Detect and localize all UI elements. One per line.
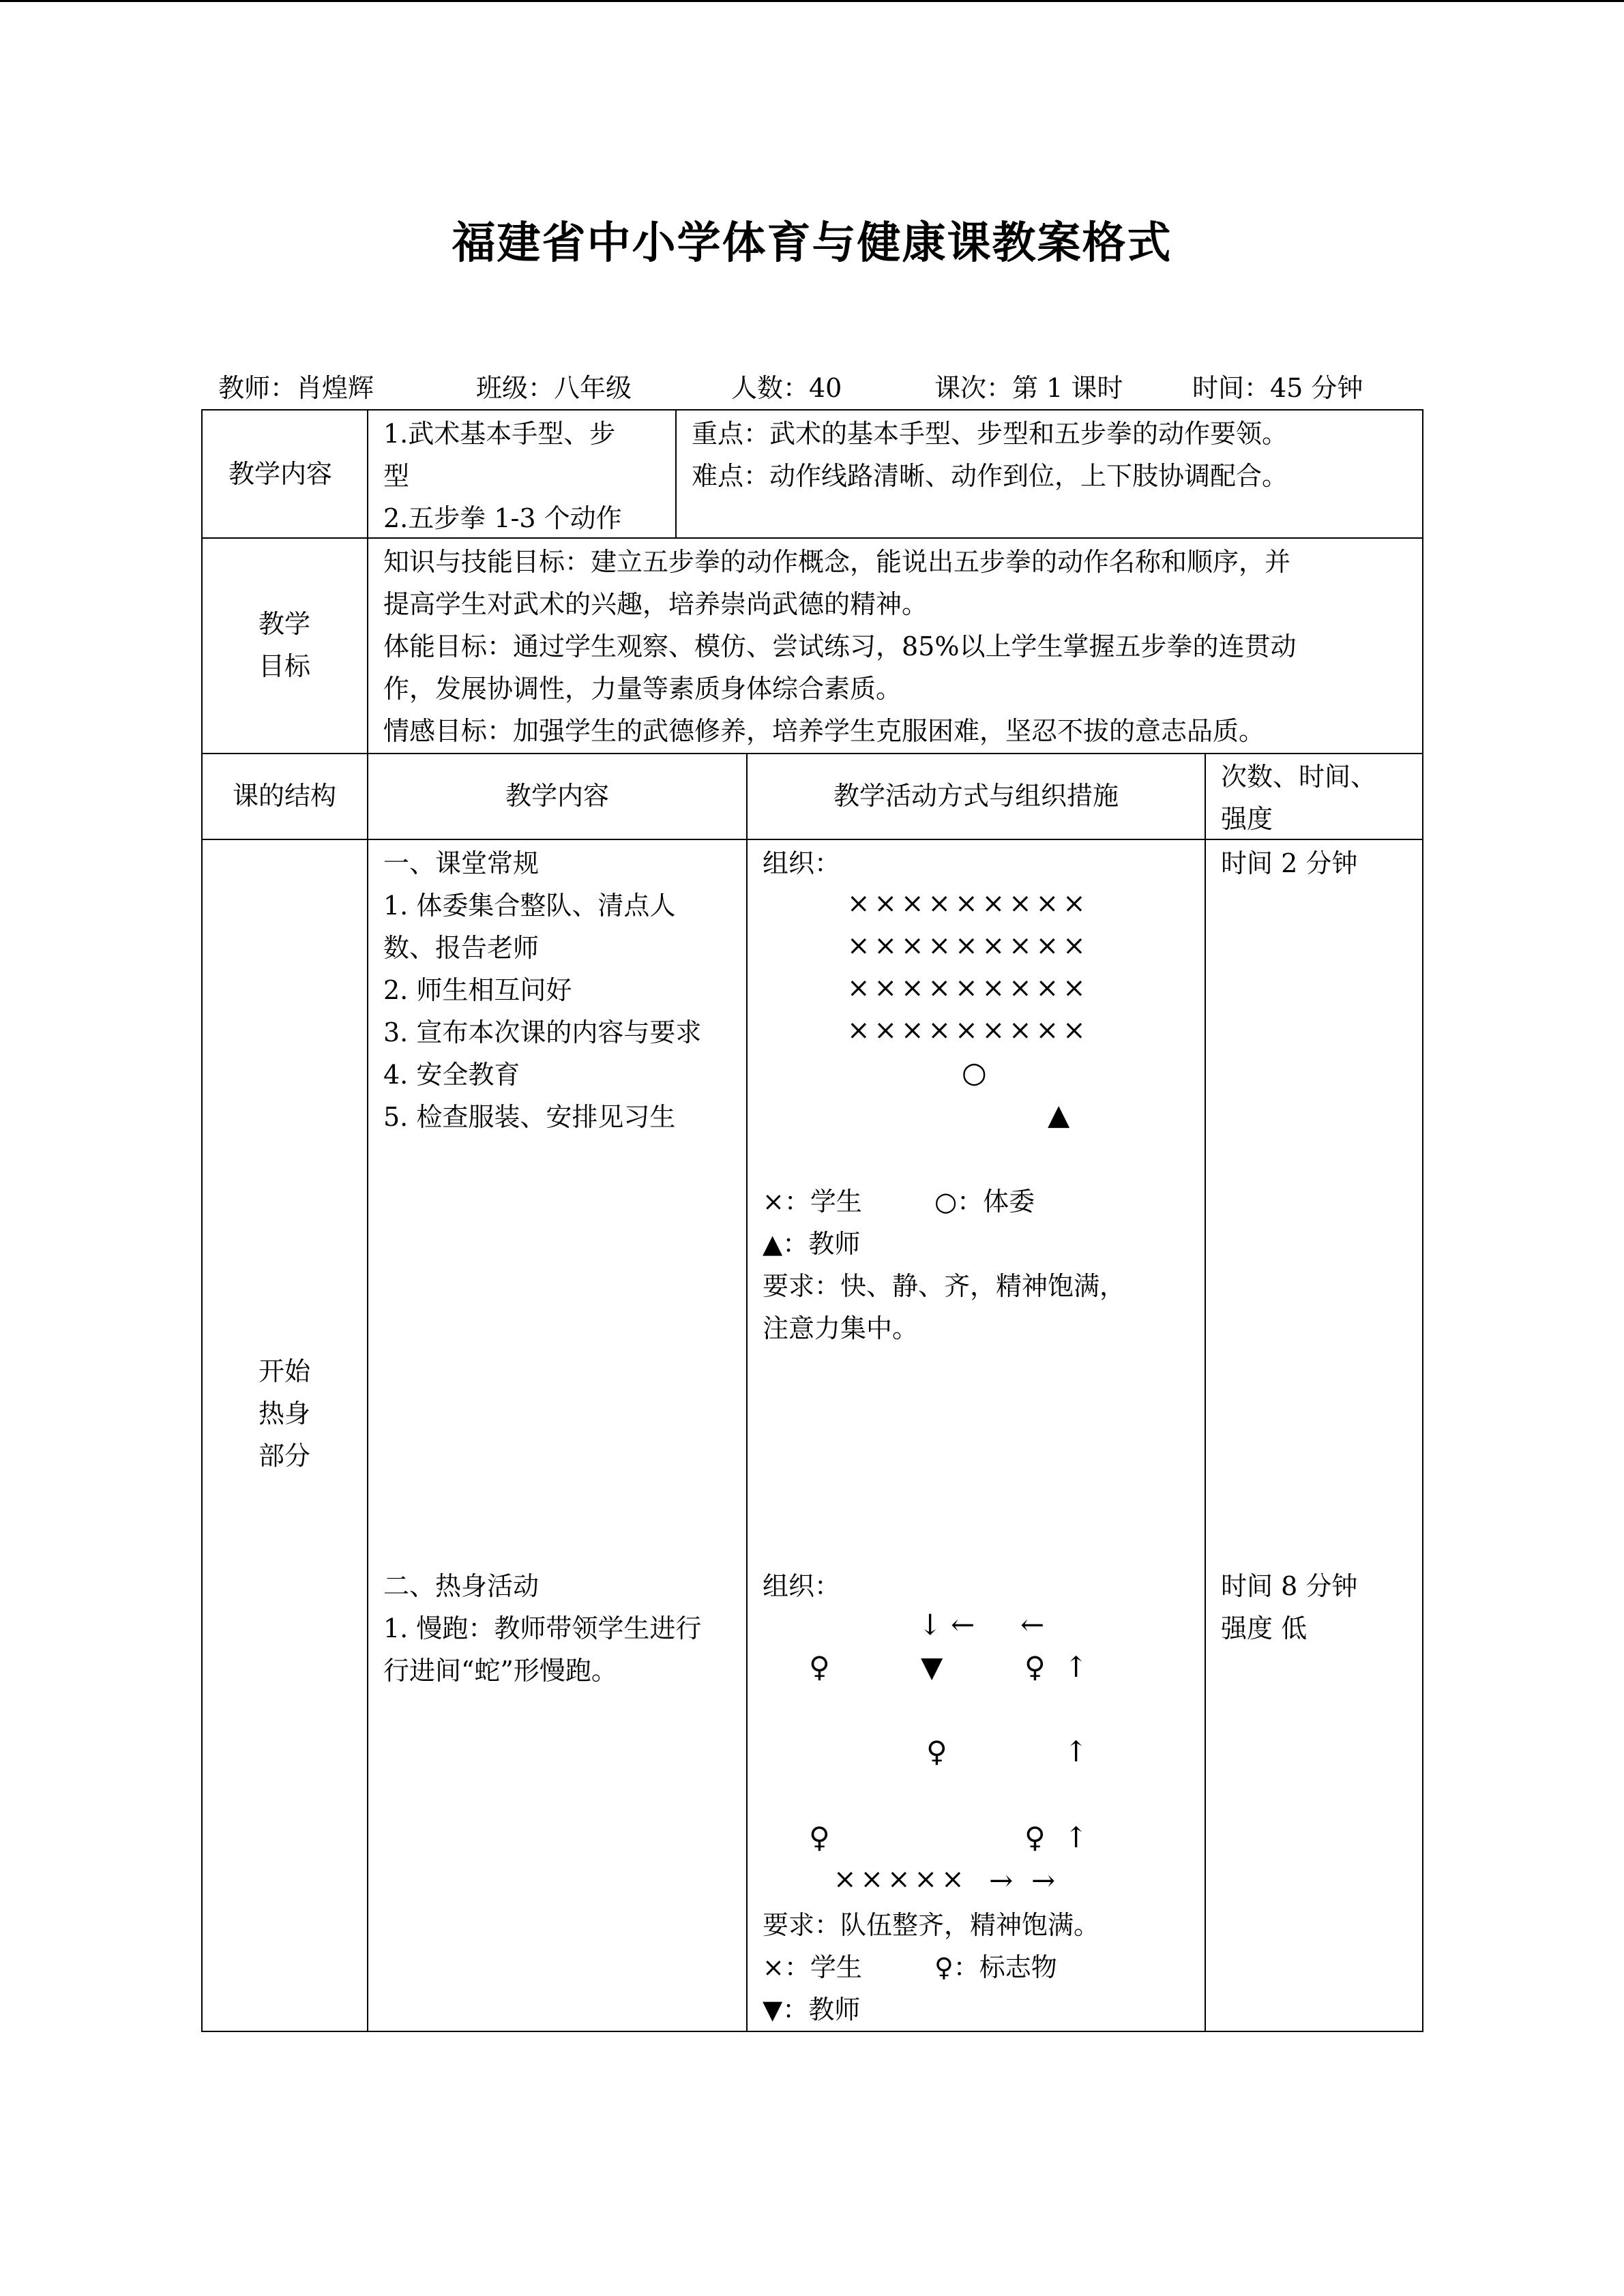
legend-student: ×：学生 xyxy=(763,1187,862,1217)
table-border-top xyxy=(201,409,1423,411)
committee-symbol: ○ xyxy=(962,1056,987,1089)
arrow-right-icon: → xyxy=(1031,1864,1056,1897)
row-label-goals: 教学 xyxy=(258,609,310,639)
marker-icon: ♀ xyxy=(809,1650,830,1684)
student-row: ××××××××× xyxy=(847,888,1090,919)
row-label-teaching-content: 教学内容 xyxy=(228,459,333,489)
legend-marker: ♀：标志物 xyxy=(934,1952,1057,1982)
header-structure: 课的结构 xyxy=(232,781,336,811)
arrow-right-icon: → xyxy=(989,1864,1014,1897)
content-line: 2.五步拳 1-3 个动作 xyxy=(383,503,622,533)
student-row: ××××××××× xyxy=(847,1015,1090,1046)
part2-intensity: 强度 低 xyxy=(1221,1613,1308,1643)
teacher-field: 教师：肖煌辉 xyxy=(218,373,374,403)
goal-line: 知识与技能目标：建立五步拳的动作概念，能说出五步拳的动作名称和顺序，并 xyxy=(383,547,1291,577)
table-border-bottom xyxy=(201,2031,1423,2032)
routine-line: 数、报告老师 xyxy=(383,933,540,963)
requirement-line: 注意力集中。 xyxy=(763,1313,919,1343)
routine-line: 3. 宣布本次课的内容与要求 xyxy=(383,1017,702,1047)
student-count-field: 人数：40 xyxy=(731,373,842,403)
org-label: 组织： xyxy=(763,848,841,878)
duration-field: 时间：45 分钟 xyxy=(1192,373,1363,403)
teacher-symbol: ▲ xyxy=(1048,1098,1070,1131)
routine-line: 5. 检查服装、安排见习生 xyxy=(383,1102,676,1132)
section-label: 部分 xyxy=(258,1441,310,1471)
warmup-line: 1. 慢跑：教师带领学生进行 xyxy=(383,1613,702,1643)
goal-line: 提高学生对武术的兴趣，培养崇尚武德的精神。 xyxy=(383,589,928,619)
student-row: ××××× xyxy=(833,1864,969,1895)
table-rule xyxy=(201,753,1423,754)
section-label: 热身 xyxy=(258,1399,310,1429)
table-rule xyxy=(746,753,748,2032)
content-line: 型 xyxy=(383,461,410,491)
arrow-up-icon: ↑ xyxy=(1064,1821,1089,1854)
goal-line: 体能目标：通过学生观察、模仿、尝试练习，85%以上学生掌握五步拳的连贯动 xyxy=(383,631,1297,661)
requirement-line: 要求：队伍整齐，精神饱满。 xyxy=(763,1910,1100,1940)
document-title: 福建省中小学体育与健康课教案格式 xyxy=(452,218,1172,269)
page-top-border xyxy=(0,0,1624,2)
goal-line: 作，发展协调性，力量等素质身体综合素质。 xyxy=(383,674,902,704)
student-row: ××××××××× xyxy=(847,972,1090,1004)
legend-teacher: ▼：教师 xyxy=(763,1995,861,2025)
header-content: 教学内容 xyxy=(505,781,609,811)
requirement-line: 要求：快、静、齐，精神饱满， xyxy=(763,1271,1126,1301)
header-intensity: 次数、时间、 xyxy=(1221,762,1377,792)
table-rule xyxy=(675,409,677,537)
row-label-goals: 目标 xyxy=(258,651,310,681)
content-line: 1.武术基本手型、步 xyxy=(383,419,616,449)
difficulty: 难点：动作线路清晰、动作到位，上下肢协调配合。 xyxy=(692,461,1288,491)
routine-line: 2. 师生相互问好 xyxy=(383,975,572,1005)
section-label: 开始 xyxy=(258,1356,310,1386)
key-point: 重点：武术的基本手型、步型和五步拳的动作要领。 xyxy=(692,419,1288,449)
table-border-right xyxy=(1422,409,1423,2032)
class-field: 班级：八年级 xyxy=(476,373,632,403)
legend-teacher: ▲：教师 xyxy=(763,1229,861,1259)
routine-line: 一、课堂常规 xyxy=(383,848,540,878)
marker-icon: ♀ xyxy=(926,1735,947,1768)
marker-icon: ♀ xyxy=(1024,1821,1046,1854)
student-row: ××××××××× xyxy=(847,930,1090,961)
header-intensity: 强度 xyxy=(1221,804,1273,834)
table-rule xyxy=(367,409,368,2032)
arrow-left-icon: ← xyxy=(1020,1608,1045,1641)
table-rule xyxy=(1205,753,1206,2032)
warmup-line: 二、热身活动 xyxy=(383,1571,540,1601)
warmup-line: 行进间“蛇”形慢跑。 xyxy=(383,1656,617,1686)
routine-line: 4. 安全教育 xyxy=(383,1060,520,1090)
arrow-down-icon: ↓ xyxy=(918,1608,943,1641)
routine-line: 1. 体委集合整队、清点人 xyxy=(383,891,676,921)
part2-time: 时间 8 分钟 xyxy=(1221,1571,1358,1601)
goal-line: 情感目标：加强学生的武德修养，培养学生克服困难，坚忍不拔的意志品质。 xyxy=(383,716,1265,746)
arrow-up-icon: ↑ xyxy=(1064,1735,1089,1768)
marker-icon: ♀ xyxy=(809,1821,830,1854)
legend-student: ×：学生 xyxy=(763,1952,862,1982)
teacher-symbol: ▼ xyxy=(921,1650,943,1684)
arrow-up-icon: ↑ xyxy=(1064,1650,1089,1684)
header-activity: 教学活动方式与组织措施 xyxy=(833,781,1119,811)
org-label: 组织： xyxy=(763,1571,841,1601)
part1-time: 时间 2 分钟 xyxy=(1221,848,1358,878)
marker-icon: ♀ xyxy=(1024,1650,1046,1684)
lesson-number-field: 课次：第 1 课时 xyxy=(934,373,1123,403)
legend-committee: ○：体委 xyxy=(934,1187,1035,1217)
arrow-left-icon: ← xyxy=(951,1608,975,1641)
